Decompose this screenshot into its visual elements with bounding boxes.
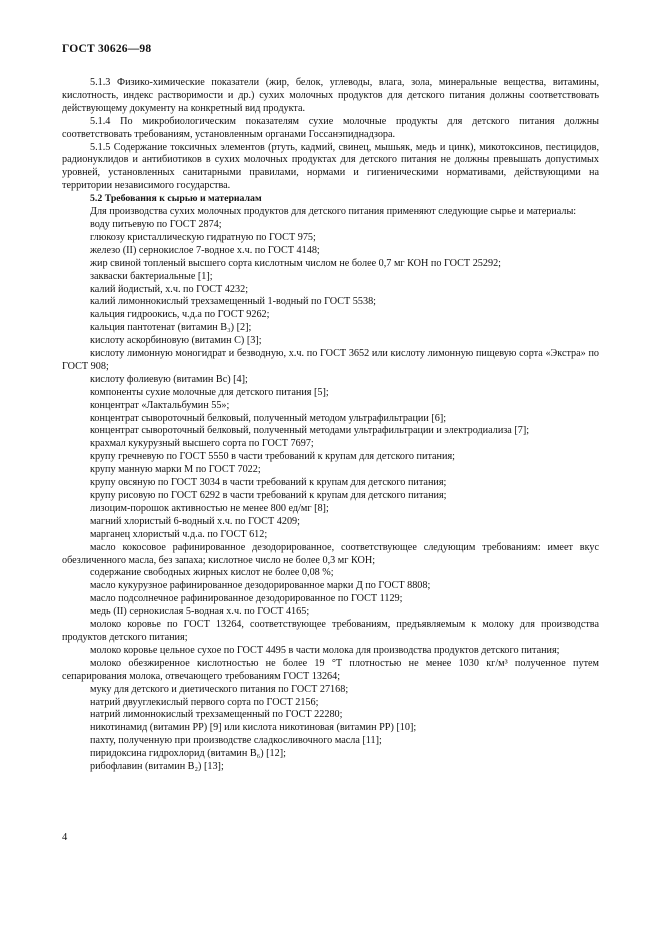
list-item: калий лимоннокислый трехзамещенный 1-водный по ГОСТ 5538; [90,296,376,308]
paragraph-5-1-3: 5.1.3 Физико-химические показатели (жир, белок, углеводы, влага, зола, минеральные вещества, витамины, кислотность, индекс растворимости и др.) сухих молочных продуктов для детского питания должны соответствовать действующему документу на конкретный вид продукта. [62,77,599,114]
list-item: пахту, полученную при производстве сладкосливочного масла [11]; [90,735,382,747]
list-item: рибофлавин (витамин B₂) [13]; [90,761,224,773]
list-item: крупу рисовую по ГОСТ 6292 в части требований к крупам для детского питания; [90,490,447,501]
list-item: концентрат сывороточный белковый, полученный методами ультрафильтрации и электродиализа [7]; [90,425,530,437]
document-body [62,77,599,774]
list-item: кислоту лимонную моногидрат и безводную, х.ч. по ГОСТ 3652 или кислоту лимонную пищевую сорта «Экстра» по ГОСТ 908; [62,348,599,372]
materials-list [62,219,599,774]
list-item: кальция гидроокись, ч.д.а по ГОСТ 9262; [90,309,270,321]
list-item: кальция пантотенат (витамин B₃) [2]; [90,322,252,334]
list-item: лизоцим-порошок активностью не менее 800 ед/мг [8]; [90,502,329,514]
list-item: муку для детского и диетического питания по ГОСТ 27168; [90,683,349,695]
list-item: никотинамид (витамин РР) [9] или кислота никотиновая (витамин РР) [10]; [90,722,417,734]
list-item: воду питьевую по ГОСТ 2874; [90,218,222,230]
paragraph-5-1-5: 5.1.5 Содержание токсичных элементов (ртуть, кадмий, свинец, мышьяк, медь и цинк), микотоксинов, пестицидов, радионуклидов и антибиотиков в сухих молочных продуктах для детского питания не должны превышать допустимых уровней, установленных санитарными правилами, нормами и гигиеническими нормативами, действующими на территории независимого государства. [62,141,599,192]
page-number: 4 [62,832,68,843]
list-item: крупу гречневую по ГОСТ 5550 в части требований к крупам для детского питания; [90,451,455,463]
list-item: масло подсолнечное рафинированное дезодорированное по ГОСТ 1129; [90,593,403,605]
section-heading: 5.2 Требования к сырью и материалам [90,193,262,205]
list-item: масло кокосовое рафинированное дезодорированное, соответствующее следующим требованиям: имеет вкус обезличенного масла, без запаха; кислотное число не более 0,3 мг КОН; [62,541,599,566]
list-item: жир свиной топленый высшего сорта кислотным числом не более 0,7 мг КОН по ГОСТ 25292; [90,257,502,269]
list-item: молоко коровье по ГОСТ 13264, соответствующее требованиям, предъявляемым к молоку для производства продуктов детского питания; [62,619,599,643]
list-item: натрий лимоннокислый трехзамещенный по ГОСТ 22280; [90,709,343,721]
list-item: пиридоксина гидрохлорид (витамин B₆) [12]; [90,748,286,760]
list-item: масло кукурузное рафинированное дезодорированное марки Д по ГОСТ 8808; [90,580,431,592]
list-item: натрий двууглекислый первого сорта по ГОСТ 2156; [90,696,319,708]
list-item: кислоту фолиевую (витамин Bс) [4]; [90,373,248,385]
intro-paragraph: Для производства сухих молочных продуктов для детского питания применяют следующие сырье и материалы: [90,206,577,218]
list-item: содержание свободных жирных кислот не более 0,08 %; [90,567,334,579]
list-item: крупу манную марки М по ГОСТ 7022; [90,464,261,476]
list-item: железо (II) сернокислое 7-водное х.ч. по ГОСТ 4148; [90,244,320,256]
list-item: концентрат «Лактальбумин 55»; [90,399,230,411]
list-item: компоненты сухие молочные для детского питания [5]; [90,386,329,398]
list-item: концентрат сывороточный белковый, полученный методом ультрафильтрации [6]; [90,412,447,424]
list-item: молоко коровье цельное сухое по ГОСТ 4495 в части молока для производства продуктов детского питания; [90,644,560,656]
list-item: кислоту аскорбиновую (витамин С) [3]; [90,335,262,347]
list-item: магний хлористый 6-водный х.ч. по ГОСТ 4209; [90,515,300,527]
list-item: молоко обезжиренное кислотностью не более 19 °Т плотностью не менее 1030 кг/м³ полученное путем сепарирования молока, отвечающего требованиям ГОСТ 13264; [62,657,599,682]
list-item: крупу овсяную по ГОСТ 3034 в части требований к крупам для детского питания; [90,477,447,489]
list-item: глюкозу кристаллическую гидратную по ГОСТ 975; [90,231,316,243]
list-item: калий йодистый, х.ч. по ГОСТ 4232; [90,283,249,295]
list-item: марганец хлористый ч.д.а. по ГОСТ 612; [90,528,268,540]
list-item: закваски бактериальные [1]; [90,270,213,282]
list-item: крахмал кукурузный высшего сорта по ГОСТ 7697; [90,438,314,450]
paragraph-5-1-4: 5.1.4 По микробиологическим показателям сухие молочные продукты для детского питания должны соответствовать требованиям, установленным органами Госсанэпиднадзора. [62,115,599,140]
document-header: ГОСТ 30626—98 [62,43,152,55]
list-item: медь (II) сернокислая 5-водная х.ч. по ГОСТ 4165; [90,606,310,618]
